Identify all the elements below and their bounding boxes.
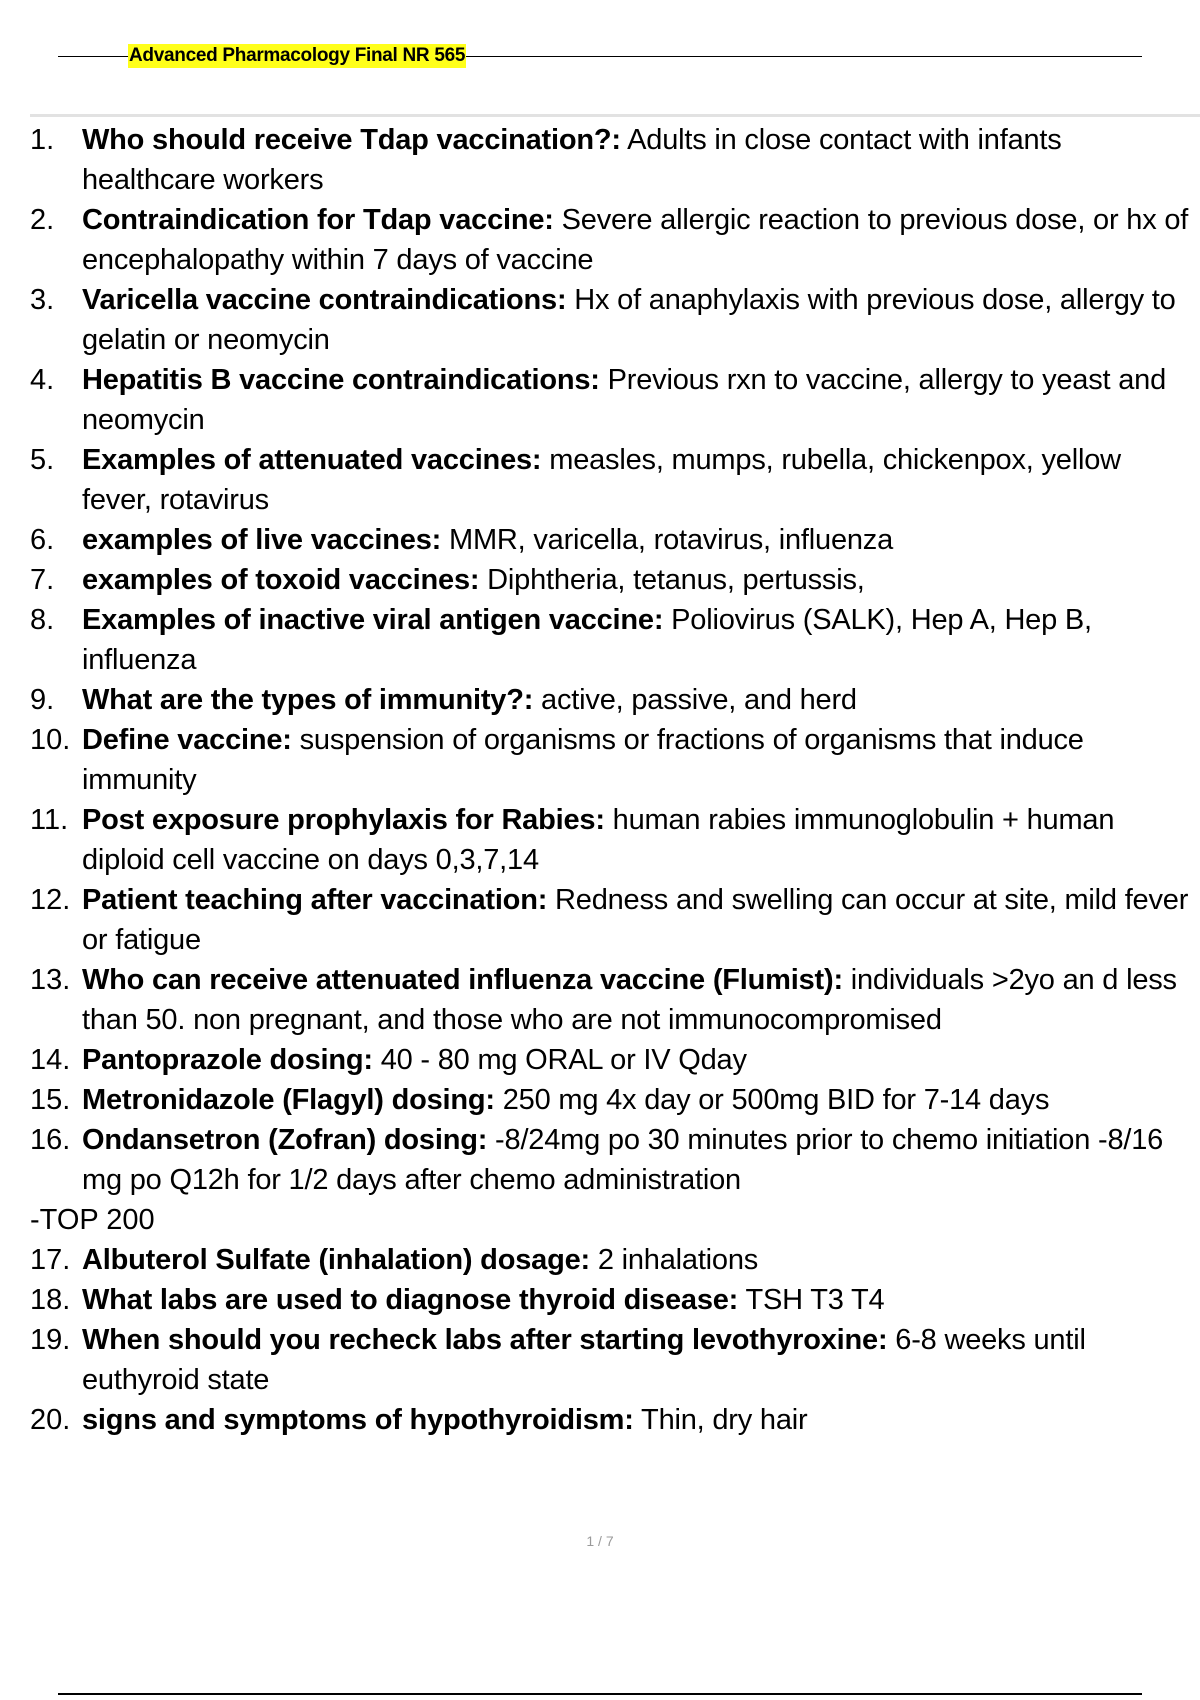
list-item (30, 1400, 1195, 1440)
item-answer: Previous rxn to vaccine, allergy to yeast and neomycin (82, 364, 1167, 436)
item-number: 10. (30, 724, 71, 756)
item-number: 8. (30, 604, 55, 636)
item-answer: Thin, dry hair (633, 1404, 808, 1436)
item-number: 15. (30, 1084, 71, 1116)
list-item (30, 1120, 1195, 1200)
list-item (30, 200, 1195, 280)
item-body (82, 560, 1195, 600)
item-question: Contraindication for Tdap vaccine: (82, 204, 554, 236)
item-answer: individuals >2yo an d less than 50. non pregnant, and those who are not immunocompromised (82, 964, 1177, 1036)
item-answer: TSH T3 T4 (738, 1284, 885, 1316)
item-body (82, 1080, 1195, 1120)
section-note: -TOP 200 (30, 1204, 155, 1236)
item-answer: Hx of anaphylaxis with previous dose, allergy to gelatin or neomycin (82, 284, 1176, 356)
item-answer: active, passive, and herd (533, 684, 857, 716)
item-number: 5. (30, 444, 55, 476)
item-answer: Severe allergic reaction to previous dose, or hx of encephalopathy within 7 days of vaccine (82, 204, 1189, 276)
list-item (30, 1040, 1195, 1080)
item-question: What labs are used to diagnose thyroid disease: (82, 1284, 739, 1316)
item-question: Metronidazole (Flagyl) dosing: (82, 1084, 495, 1116)
item-question: Post exposure prophylaxis for Rabies: (82, 804, 605, 836)
list-item (30, 800, 1195, 880)
item-question: Ondansetron (Zofran) dosing: (82, 1124, 488, 1156)
item-body (82, 520, 1195, 560)
item-question: Varicella vaccine contraindications: (82, 284, 567, 316)
item-answer: 250 mg 4x day or 500mg BID for 7-14 days (494, 1084, 1050, 1116)
footer-rule (58, 1693, 1142, 1695)
item-body (82, 1240, 1195, 1280)
list-item (30, 280, 1195, 360)
item-question: signs and symptoms of hypothyroidism: (82, 1404, 634, 1436)
item-number: 3. (30, 284, 55, 316)
item-body (82, 1400, 1195, 1440)
item-answer: Diphtheria, tetanus, pertussis, (479, 564, 865, 596)
list-item (30, 720, 1195, 800)
item-number: 20. (30, 1404, 71, 1436)
item-body (82, 280, 1195, 360)
item-body (82, 200, 1195, 280)
list-item (30, 560, 1195, 600)
item-answer: 6-8 weeks until euthyroid state (82, 1324, 1086, 1396)
item-answer: Poliovirus (SALK), Hep A, Hep B, influenza (82, 604, 1092, 676)
item-number: 19. (30, 1324, 71, 1356)
item-number: 12. (30, 884, 71, 916)
item-body (82, 1320, 1195, 1400)
item-body (82, 960, 1195, 1040)
item-question: Examples of attenuated vaccines: (82, 444, 542, 476)
item-question: Patient teaching after vaccination: (82, 884, 548, 916)
item-body (82, 600, 1195, 680)
item-number: 14. (30, 1044, 71, 1076)
item-body (82, 1120, 1195, 1200)
item-number: 18. (30, 1284, 71, 1316)
list-item (30, 520, 1195, 560)
item-body (82, 720, 1195, 800)
item-answer: suspension of organisms or fractions of organisms that induce immunity (82, 724, 1084, 796)
list-item (30, 600, 1195, 680)
item-number: 13. (30, 964, 71, 996)
item-answer: MMR, varicella, rotavirus, influenza (441, 524, 894, 556)
item-answer: -8/24mg po 30 minutes prior to chemo initiation -8/16 mg po Q12h for 1/2 days after chemo administration (82, 1124, 1164, 1196)
item-body (82, 360, 1195, 440)
item-question: What are the types of immunity?: (82, 684, 534, 716)
item-body (82, 800, 1195, 880)
page-number: 1 / 7 (586, 1533, 614, 1549)
list-item (30, 120, 1195, 200)
item-answer: 40 - 80 mg ORAL or IV Qday (372, 1044, 747, 1076)
page-header (58, 40, 1142, 74)
document-title: Advanced Pharmacology Final NR 565 (129, 45, 466, 66)
item-number: 16. (30, 1124, 71, 1156)
item-question: When should you recheck labs after starting levothyroxine: (82, 1324, 888, 1356)
item-question: examples of live vaccines: (82, 524, 442, 556)
header-divider (30, 114, 1200, 117)
item-body (82, 880, 1195, 960)
list-item (30, 1080, 1195, 1120)
list-item (30, 680, 1195, 720)
list-item (30, 440, 1195, 520)
list-item (30, 1280, 1195, 1320)
list-item (30, 960, 1195, 1040)
item-answer: Adults in close contact with infants healthcare workers (82, 124, 1062, 196)
item-question: Examples of inactive viral antigen vaccine: (82, 604, 664, 636)
item-number: 7. (30, 564, 55, 596)
item-question: Hepatitis B vaccine contraindications: (82, 364, 600, 396)
item-answer: Redness and swelling can occur at site, mild fever or fatigue (82, 884, 1189, 956)
question-list (30, 120, 1195, 1440)
item-question: examples of toxoid vaccines: (82, 564, 480, 596)
item-question: Define vaccine: (82, 724, 292, 756)
item-answer: measles, mumps, rubella, chickenpox, yellow fever, rotavirus (82, 444, 1121, 516)
item-body (82, 1280, 1195, 1320)
item-number: 6. (30, 524, 55, 556)
list-item (30, 1320, 1195, 1400)
item-answer: human rabies immunoglobulin + human diploid cell vaccine on days 0,3,7,14 (82, 804, 1115, 876)
item-number: 17. (30, 1244, 71, 1276)
item-number: 9. (30, 684, 55, 716)
list-item (30, 1240, 1195, 1280)
item-question: Pantoprazole dosing: (82, 1044, 373, 1076)
item-question: Who can receive attenuated influenza vaccine (Flumist): (82, 964, 843, 996)
item-body (82, 1040, 1195, 1080)
list-item (30, 880, 1195, 960)
item-number: 4. (30, 364, 55, 396)
item-question: Who should receive Tdap vaccination?: (82, 124, 621, 156)
item-body (82, 440, 1195, 520)
list-item (30, 360, 1195, 440)
item-number: 1. (30, 124, 55, 156)
item-number: 11. (30, 804, 69, 836)
item-number: 2. (30, 204, 55, 236)
item-question: Albuterol Sulfate (inhalation) dosage: (82, 1244, 590, 1276)
item-body (82, 120, 1195, 200)
item-body (82, 680, 1195, 720)
item-answer: 2 inhalations (589, 1244, 759, 1276)
